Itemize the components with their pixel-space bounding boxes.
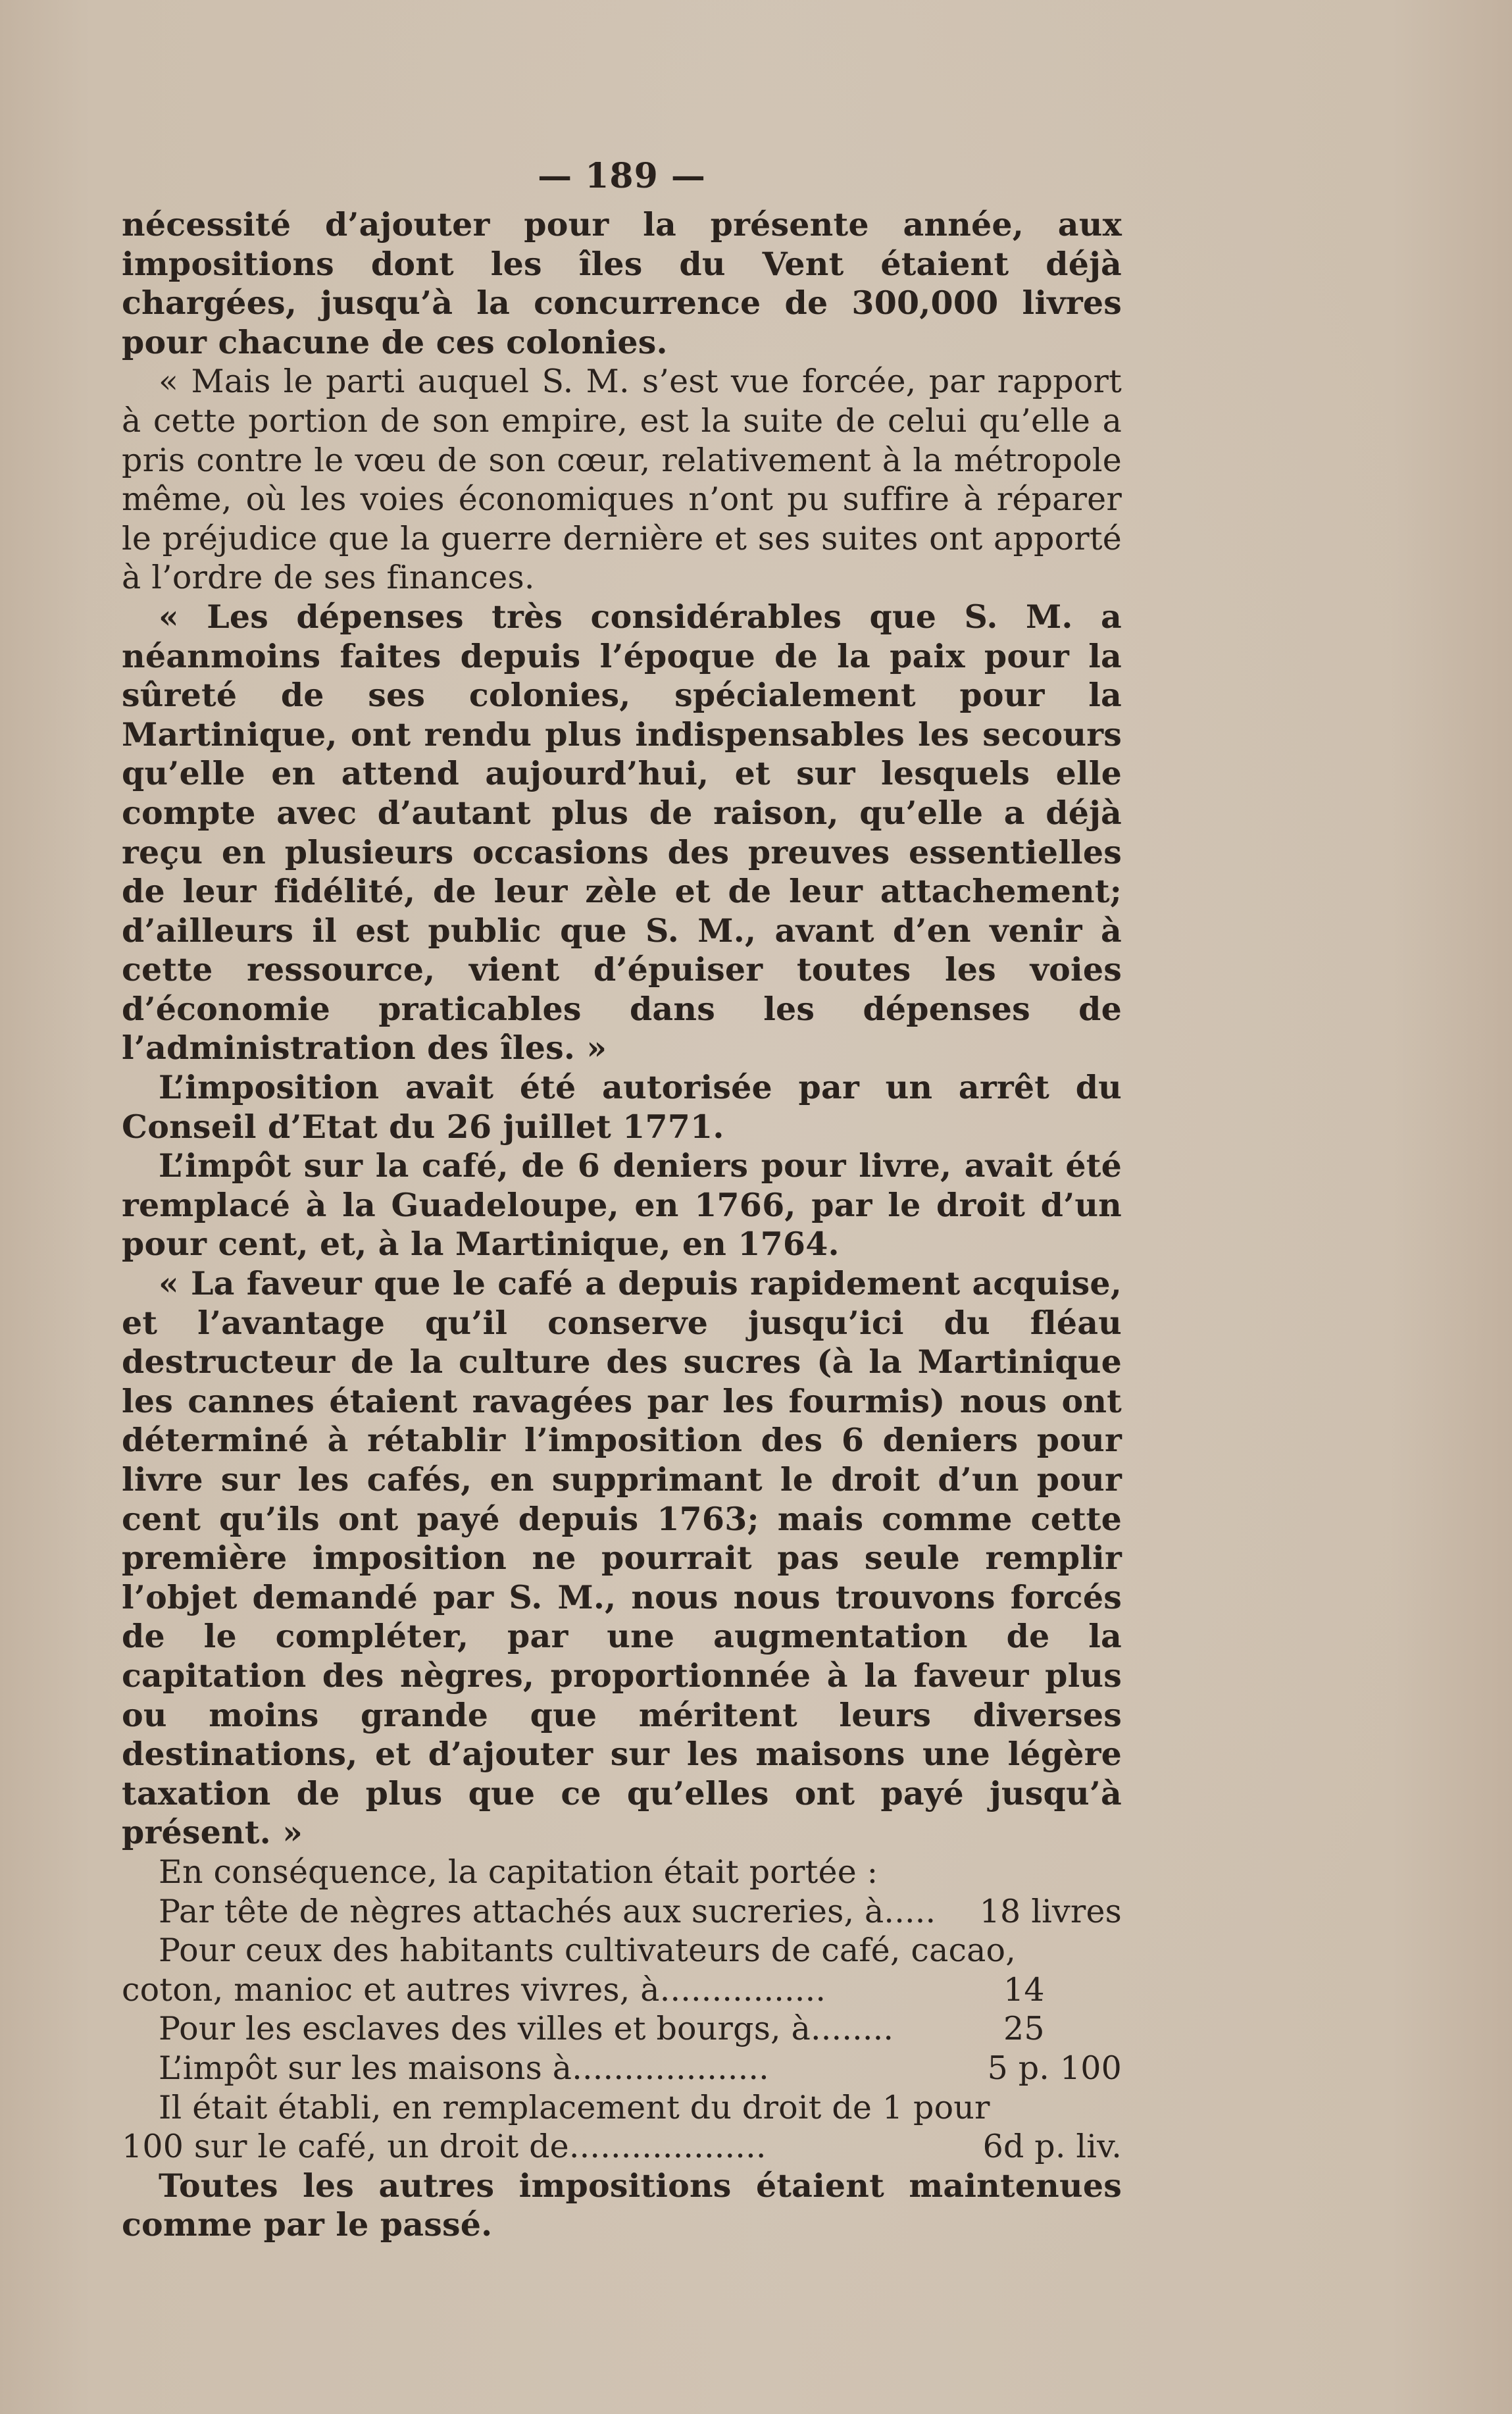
tax-row-value: 18 livres — [979, 1892, 1122, 1930]
tax-row-line1: Pour ceux des habitants cultivateurs de café, cacao, — [159, 1932, 1017, 1970]
tax-row-value: 5 p. 100 — [987, 2049, 1122, 2087]
tax-row-esclaves — [122, 2009, 1122, 2049]
closing-paragraph: Toutes les autres impositions étaient maintenues comme par le passé. — [122, 2166, 1122, 2244]
tax-row-value: 25 — [1003, 2010, 1045, 2048]
tax-row-maisons — [122, 2049, 1122, 2088]
paragraph-3: « Les dépenses très considérables que S. M. a néanmoins faites depuis l’époque de la paix pour la sûreté de ses colonies, spécialement pour la Martinique, ont rendu plus indispensables les secours qu’elle en attend aujourd’hui, et sur lesquels elle compte avec d’autant plus de raison, qu’elle a déjà reçu en plusieurs occasions des preuves essentielles de leur fidélité, de leur zèle et de leur attachement; d’ailleurs il est public que S. M., avant d’en venir à cette ressource, vient d’épuiser toutes les voies d’économie praticables dans les dépenses de l’administration des îles. » — [122, 597, 1122, 1067]
tax-row-line1: Il était établi, en remplacement du droit de 1 pour — [159, 2088, 990, 2126]
tax-row-value: 6d p. liv. — [982, 2128, 1122, 2166]
tax-row-label: coton, manioc et autres vivres, à................ — [122, 1970, 826, 2009]
paragraph-4: L’imposition avait été autorisée par un arrêt du Conseil d’Etat du 26 juillet 1771. — [122, 1068, 1122, 1146]
tax-row-sucreries — [122, 1892, 1122, 1932]
tax-row-label: Pour les esclaves des villes et bourgs, à........ — [159, 2010, 894, 2048]
paragraph-1: nécessité d’ajouter pour la présente année, aux impositions dont les îles du Vent étaient déjà chargées, jusqu’à la concurrence de 300,000 livres pour chacune de ces colonies. — [122, 205, 1122, 361]
tax-row-label: L’impôt sur les maisons à................... — [159, 2049, 769, 2087]
page-number: — 189 — — [538, 156, 706, 196]
tax-row-value: 14 — [1003, 1970, 1045, 2009]
tax-row-label: 100 sur le café, un droit de................... — [122, 2128, 767, 2166]
tax-row-label: Par tête de nègres attachés aux sucreries, à..... — [159, 1892, 936, 1930]
paragraph-2: « Mais le parti auquel S. M. s’est vue forcée, par rapport à cette portion de son empire, est la suite de celui qu’elle a pris contre le vœu de son cœur, relativement à la métropole même, où les voies économiques n’ont pu suffire à réparer le préjudice que la guerre dernière et ses suites ont apporté à l’ordre de ses finances. — [122, 363, 1122, 597]
tax-row-cafe — [122, 2127, 1122, 2167]
paragraph-7: En conséquence, la capitation était portée : — [159, 1853, 878, 1891]
tax-row-cultivateurs — [122, 1970, 1122, 2010]
paragraph-6: « La faveur que le café a depuis rapidement acquise, et l’avantage qu’il conserve jusqu’ici du fléau destructeur de la culture des sucres (à la Martinique les cannes étaient ravagées par les fourmis) nous ont déterminé à rétablir l’imposition des 6 deniers pour livre sur les cafés, en supprimant le droit d’un pour cent qu’ils ont payé depuis 1763; mais comme cette première imposition ne pourrait pas seule remplir l’objet demandé par S. M., nous nous trouvons forcés de le compléter, par une augmentation de la capitation des nègres, proportionnée à la faveur plus ou moins grande que méritent leurs diverses destinations, et d’ajouter sur les maisons une légère taxation de plus que ce qu’elles ont payé jusqu’à présent. » — [122, 1264, 1122, 1852]
text-block — [122, 153, 1122, 2245]
paragraph-5: L’impôt sur la café, de 6 deniers pour livre, avait été remplacé à la Guadeloupe, en 1766, par le droit d’un pour cent, et, à la Martinique, en 1764. — [122, 1146, 1122, 1264]
